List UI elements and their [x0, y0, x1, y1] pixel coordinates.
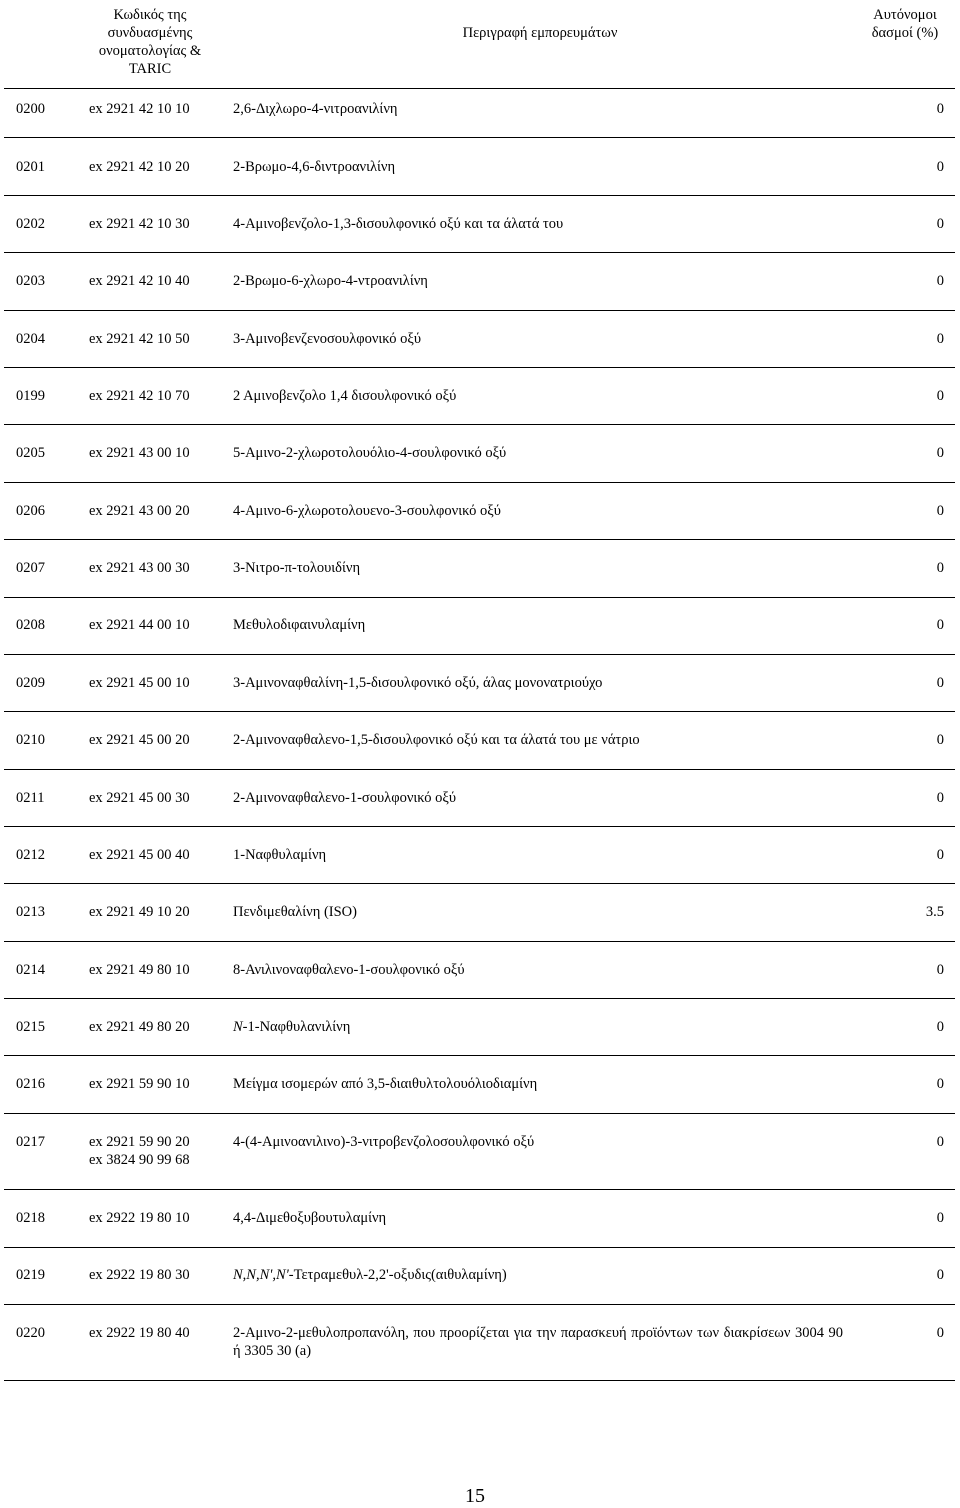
table-rule: [4, 88, 955, 89]
cn-code: [89, 1324, 219, 1342]
cn-code: [89, 616, 219, 634]
duty-rate: 0: [936, 790, 944, 806]
goods-description: 2-Αμινο-2-μεθυλοπροπανόλη, που προορίζεται για την παρασκευή προϊόντων των διακρίσεων 3004 90 ή 3305 30 (a): [233, 1325, 843, 1359]
cn-code-line: ex 2921 44 00 10: [89, 617, 190, 633]
cn-code: [89, 1209, 219, 1227]
duty-rate: 0: [936, 732, 944, 748]
table-rule: [4, 539, 955, 540]
cn-code-line: ex 2921 59 90 20: [89, 1134, 190, 1150]
order-number: 0217: [16, 1134, 45, 1150]
cn-code: [89, 1133, 219, 1169]
order-number: 0208: [16, 617, 45, 633]
cn-code-line: ex 2921 45 00 30: [89, 790, 190, 806]
cn-code: [89, 789, 219, 807]
table-rule: [4, 1189, 955, 1190]
cn-code-line: ex 2921 43 00 20: [89, 503, 190, 519]
table-rule: [4, 195, 955, 196]
table-rule: [4, 597, 955, 598]
header-code-line: Κωδικός της: [113, 7, 187, 23]
duty-rate: 0: [936, 273, 944, 289]
duty-rate: 0: [936, 503, 944, 519]
cn-code-line: ex 2921 49 10 20: [89, 904, 190, 920]
cn-code: [89, 961, 219, 979]
cn-code-line: ex 2921 42 10 20: [89, 159, 190, 175]
order-number: 0203: [16, 273, 45, 289]
cn-code-line: ex 2921 43 00 10: [89, 445, 190, 461]
duty-rate: 0: [936, 1019, 944, 1035]
header-rate-line: δασμοί (%): [871, 25, 939, 41]
cn-code: [89, 731, 219, 749]
duty-rate: 0: [936, 216, 944, 232]
duty-rate: 0: [936, 1210, 944, 1226]
goods-description: Πενδιμεθαλίνη (ISO): [233, 904, 357, 920]
cn-code: [89, 674, 219, 692]
table-rule: [4, 654, 955, 655]
cn-code-line: ex 2921 49 80 10: [89, 962, 190, 978]
order-number: 0211: [16, 790, 45, 806]
goods-description: 4,4-Διμεθοξυβουτυλαμίνη: [233, 1210, 387, 1226]
cn-code-line: ex 2922 19 80 10: [89, 1210, 190, 1226]
header-rate-line: Αυτόνομοι: [873, 7, 937, 23]
table-rule: [4, 826, 955, 827]
goods-description: 3-Αμινοναφθαλίνη-1,5-δισουλφονικό οξύ, άλας μονονατριούχο: [233, 675, 603, 691]
duty-rate: 0: [936, 331, 944, 347]
cn-code: [89, 502, 219, 520]
order-number: 0204: [16, 331, 45, 347]
italic-locant: N: [233, 1019, 243, 1035]
cn-code-line: ex 2922 19 80 40: [89, 1325, 190, 1341]
table-rule: [4, 998, 955, 999]
header-code-line: συνδυασμένης: [107, 25, 193, 41]
goods-description: 2-Αμινοναφθαλενο-1,5-δισουλφονικό οξύ και τα άλατά του με νάτριο: [233, 732, 640, 748]
table-rule: [4, 482, 955, 483]
goods-description: 1-Ναφθυλαμίνη: [233, 847, 327, 863]
table-rule: [4, 1055, 955, 1056]
table-rule: [4, 1247, 955, 1248]
cn-code-line: ex 2921 45 00 10: [89, 675, 190, 691]
goods-description: 2-Αμινοναφθαλενο-1-σουλφονικό οξύ: [233, 790, 457, 806]
cn-code-line: ex 2921 42 10 70: [89, 388, 190, 404]
cn-code-line: ex 2922 19 80 30: [89, 1267, 190, 1283]
order-number: 0212: [16, 847, 45, 863]
goods-description: 4-Αμινο-6-χλωροτολουενο-3-σουλφονικό οξύ: [233, 503, 501, 519]
cn-code-line: ex 2921 42 10 40: [89, 273, 190, 289]
duty-rate: 0: [936, 445, 944, 461]
duty-rate: 0: [936, 617, 944, 633]
header-rate-column: [840, 6, 960, 42]
table-rule: [4, 883, 955, 884]
cn-code: [89, 387, 219, 405]
order-number: 0201: [16, 159, 45, 175]
goods-description: Μείγμα ισομερών από 3,5-διαιθυλτολουόλιοδιαμίνη: [233, 1076, 538, 1092]
goods-description: 4-(4-Αμινοανιλινο)-3-νιτροβενζολοσουλφονικό οξύ: [233, 1134, 535, 1150]
order-number: 0220: [16, 1325, 45, 1341]
table-header: [0, 0, 960, 88]
header-code-line: TARIC: [128, 61, 172, 77]
duty-rate: 0: [936, 1076, 944, 1092]
table-rule: [4, 310, 955, 311]
cn-code: [89, 158, 219, 176]
duty-rate: 0: [936, 847, 944, 863]
duty-rate: 0: [936, 388, 944, 404]
goods-description: 8-Ανιλινοναφθαλενο-1-σουλφονικό οξύ: [233, 962, 465, 978]
table-rule: [4, 769, 955, 770]
goods-description: Μεθυλοδιφαινυλαμίνη: [233, 617, 366, 633]
goods-description: N-1-Ναφθυλανιλίνη: [233, 1019, 351, 1035]
order-number: 0210: [16, 732, 45, 748]
cn-code: [89, 1266, 219, 1284]
cn-code: [89, 1075, 219, 1093]
order-number: 0199: [16, 388, 45, 404]
duty-rate: 0: [936, 560, 944, 576]
duty-rate: 3.5: [925, 904, 944, 920]
goods-description: 2,6-Διχλωρο-4-νιτροανιλίνη: [233, 101, 398, 117]
cn-code: [89, 903, 219, 921]
italic-locant: N,N,N',N': [233, 1267, 289, 1283]
page-number: 15: [465, 1485, 485, 1507]
table-rule: [4, 137, 955, 138]
order-number: 0213: [16, 904, 45, 920]
order-number: 0214: [16, 962, 45, 978]
duty-rate: 0: [936, 1267, 944, 1283]
cn-code: [89, 100, 219, 118]
table-rule: [4, 941, 955, 942]
duty-rate: 0: [936, 675, 944, 691]
cn-code-line: ex 2921 42 10 50: [89, 331, 190, 347]
goods-description: 2-Βρωμο-6-χλωρο-4-ντροανιλίνη: [233, 273, 428, 289]
cn-code-line: ex 3824 90 99 68: [89, 1152, 190, 1168]
cn-code-line: ex 2921 42 10 10: [89, 101, 190, 117]
duty-rate: 0: [936, 101, 944, 117]
order-number: 0219: [16, 1267, 45, 1283]
order-number: 0207: [16, 560, 45, 576]
header-code-column: [60, 6, 240, 78]
cn-code-line: ex 2921 45 00 40: [89, 847, 190, 863]
goods-description: 4-Αμινοβενζολο-1,3-δισουλφονικό οξύ και τα άλατά του: [233, 216, 564, 232]
goods-description: 3-Νιτρο-π-τολουιδίνη: [233, 560, 361, 576]
cn-code-line: ex 2921 43 00 30: [89, 560, 190, 576]
table-rule: [4, 424, 955, 425]
cn-code: [89, 215, 219, 233]
table-rule: [4, 252, 955, 253]
table-rule: [4, 367, 955, 368]
order-number: 0206: [16, 503, 45, 519]
order-number: 0209: [16, 675, 45, 691]
order-number: 0200: [16, 101, 45, 117]
cn-code-line: ex 2921 49 80 20: [89, 1019, 190, 1035]
header-description-column: Περιγραφή εμπορευμάτων: [462, 25, 618, 41]
order-number: 0216: [16, 1076, 45, 1092]
table-rule: [4, 1304, 955, 1305]
cn-code: [89, 330, 219, 348]
duty-rate: 0: [936, 1325, 944, 1341]
cn-code: [89, 272, 219, 290]
cn-code-line: ex 2921 45 00 20: [89, 732, 190, 748]
table-rule: [4, 1380, 955, 1381]
order-number: 0215: [16, 1019, 45, 1035]
table-rule: [4, 711, 955, 712]
goods-description: 3-Αμινοβενζενοσουλφονικό οξύ: [233, 331, 422, 347]
order-number: 0218: [16, 1210, 45, 1226]
cn-code: [89, 444, 219, 462]
cn-code: [89, 1018, 219, 1036]
duty-rate: 0: [936, 962, 944, 978]
order-number: 0205: [16, 445, 45, 461]
goods-description: 2-Βρωμο-4,6-διντροανιλίνη: [233, 159, 396, 175]
header-code-line: ονοματολογίας &: [98, 43, 202, 59]
goods-description: 2 Αμινοβενζολο 1,4 δισουλφονικό οξύ: [233, 388, 457, 404]
cn-code: [89, 559, 219, 577]
goods-description: N,N,N',N'-Τετραμεθυλ-2,2'-οξυδις(αιθυλαμίνη): [233, 1267, 507, 1283]
cn-code: [89, 846, 219, 864]
order-number: 0202: [16, 216, 45, 232]
duty-rate: 0: [936, 1134, 944, 1150]
duty-rate: 0: [936, 159, 944, 175]
cn-code-line: ex 2921 42 10 30: [89, 216, 190, 232]
goods-description: 5-Αμινο-2-χλωροτολουόλιο-4-σουλφονικό οξύ: [233, 445, 507, 461]
cn-code-line: ex 2921 59 90 10: [89, 1076, 190, 1092]
table-rule: [4, 1113, 955, 1114]
